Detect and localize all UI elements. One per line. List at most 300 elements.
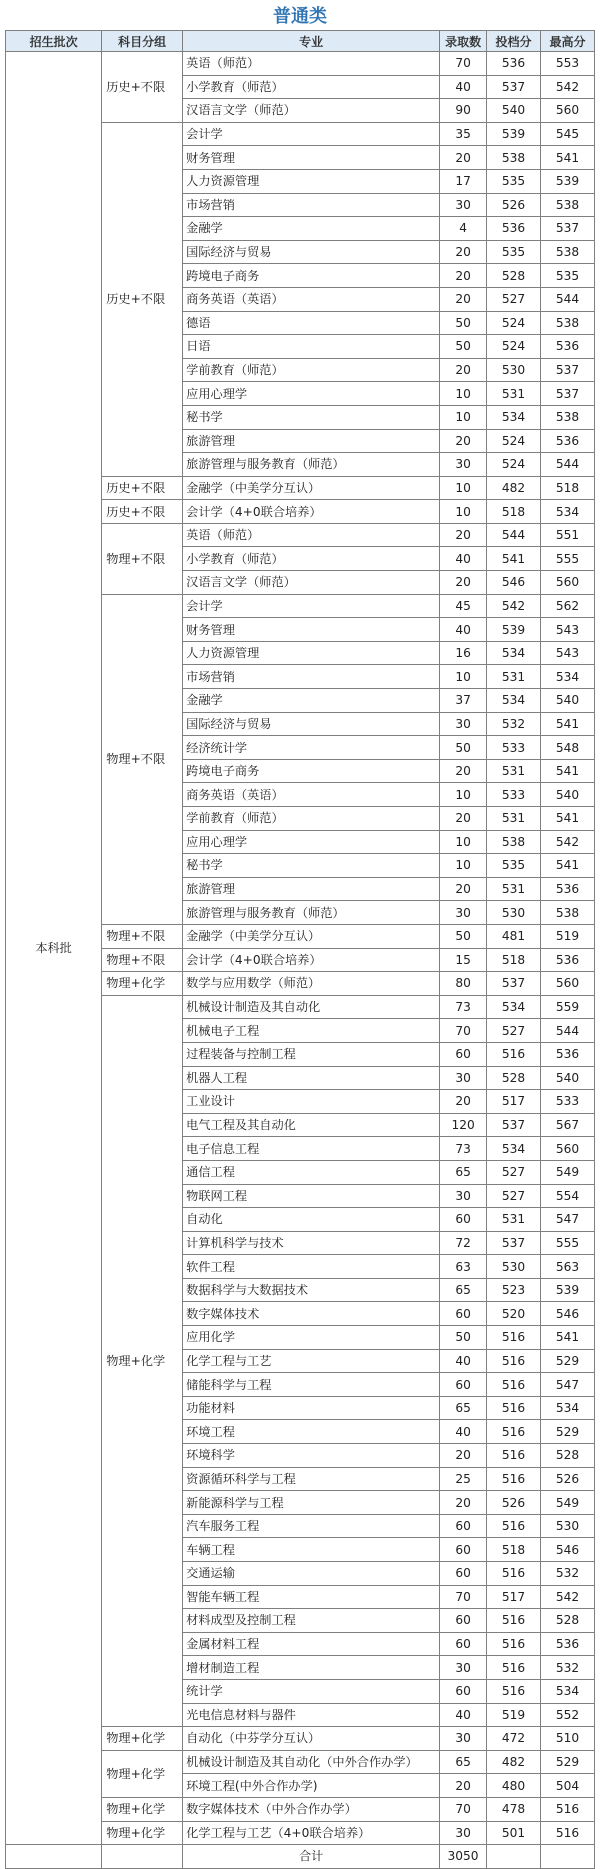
submit-score-cell: 524	[487, 429, 541, 453]
enroll-count-cell: 65	[440, 1396, 487, 1420]
max-score-cell: 542	[541, 75, 595, 99]
header-max: 最高分	[541, 31, 595, 52]
header-submit-min: 投档分	[487, 31, 541, 52]
enroll-count-cell: 30	[440, 1184, 487, 1208]
table-body	[6, 52, 595, 1869]
max-score-cell: 538	[541, 405, 595, 429]
max-score-cell: 539	[541, 169, 595, 193]
submit-score-cell: 518	[487, 1538, 541, 1562]
enroll-count-cell: 65	[440, 1278, 487, 1302]
major-cell: 资源循环科学与工程	[183, 1467, 440, 1491]
submit-score-cell: 501	[487, 1821, 541, 1845]
max-score-cell: 534	[541, 500, 595, 524]
subject-group-cell: 物理+化学	[102, 1727, 183, 1751]
enroll-count-cell: 10	[440, 405, 487, 429]
submit-score-cell: 516	[487, 1679, 541, 1703]
major-cell: 旅游管理	[183, 429, 440, 453]
submit-score-cell: 516	[487, 1444, 541, 1468]
max-score-cell: 533	[541, 1090, 595, 1114]
max-score-cell: 562	[541, 594, 595, 618]
max-score-cell: 541	[541, 759, 595, 783]
submit-score-cell: 516	[487, 1373, 541, 1397]
enroll-count-cell: 30	[440, 1727, 487, 1751]
enroll-count-cell: 25	[440, 1467, 487, 1491]
submit-score-cell: 482	[487, 1750, 541, 1774]
submit-score-cell: 516	[487, 1609, 541, 1633]
enroll-count-cell: 60	[440, 1632, 487, 1656]
enroll-count-cell: 70	[440, 1019, 487, 1043]
enroll-count-cell: 10	[440, 783, 487, 807]
submit-score-cell: 518	[487, 500, 541, 524]
max-score-cell: 559	[541, 995, 595, 1019]
enroll-count-cell: 40	[440, 75, 487, 99]
enroll-count-cell: 10	[440, 665, 487, 689]
major-cell: 秘书学	[183, 854, 440, 878]
submit-score-cell: 524	[487, 311, 541, 335]
submit-score-cell: 526	[487, 1491, 541, 1515]
major-cell: 英语（师范）	[183, 523, 440, 547]
enroll-count-cell: 10	[440, 854, 487, 878]
major-cell: 汽车服务工程	[183, 1514, 440, 1538]
header-group: 科目分组	[102, 31, 183, 52]
enroll-count-cell: 20	[440, 807, 487, 831]
major-cell: 软件工程	[183, 1255, 440, 1279]
enroll-count-cell: 30	[440, 901, 487, 925]
submit-score-cell: 516	[487, 1042, 541, 1066]
max-score-cell: 534	[541, 1396, 595, 1420]
enroll-count-cell: 20	[440, 1090, 487, 1114]
max-score-cell: 526	[541, 1467, 595, 1491]
submit-score-cell: 531	[487, 877, 541, 901]
major-cell: 新能源科学与工程	[183, 1491, 440, 1515]
max-score-cell: 536	[541, 1042, 595, 1066]
total-empty-cell	[541, 1845, 595, 1869]
enroll-count-cell: 30	[440, 1066, 487, 1090]
total-row	[6, 1845, 595, 1869]
enroll-count-cell: 70	[440, 1585, 487, 1609]
enroll-count-cell: 50	[440, 335, 487, 359]
total-empty-cell	[487, 1845, 541, 1869]
major-cell: 化学工程与工艺（4+0联合培养）	[183, 1821, 440, 1845]
enroll-count-cell: 40	[440, 1703, 487, 1727]
max-score-cell: 538	[541, 311, 595, 335]
submit-score-cell: 527	[487, 1160, 541, 1184]
major-cell: 德语	[183, 311, 440, 335]
submit-score-cell: 481	[487, 924, 541, 948]
major-cell: 材料成型及控制工程	[183, 1609, 440, 1633]
major-cell: 学前教育（师范）	[183, 358, 440, 382]
enroll-count-cell: 17	[440, 169, 487, 193]
submit-score-cell: 539	[487, 618, 541, 642]
major-cell: 应用心理学	[183, 830, 440, 854]
enroll-count-cell: 60	[440, 1042, 487, 1066]
enroll-count-cell: 15	[440, 948, 487, 972]
max-score-cell: 549	[541, 1160, 595, 1184]
max-score-cell: 549	[541, 1491, 595, 1515]
max-score-cell: 538	[541, 193, 595, 217]
major-cell: 英语（师范）	[183, 52, 440, 76]
max-score-cell: 555	[541, 547, 595, 571]
major-cell: 会计学	[183, 122, 440, 146]
batch-cell: 本科批	[6, 52, 102, 1845]
submit-score-cell: 537	[487, 75, 541, 99]
enroll-count-cell: 20	[440, 146, 487, 170]
max-score-cell: 538	[541, 240, 595, 264]
max-score-cell: 540	[541, 1066, 595, 1090]
enroll-count-cell: 60	[440, 1538, 487, 1562]
max-score-cell: 528	[541, 1609, 595, 1633]
enroll-count-cell: 20	[440, 1444, 487, 1468]
submit-score-cell: 531	[487, 665, 541, 689]
submit-score-cell: 531	[487, 1208, 541, 1232]
max-score-cell: 548	[541, 736, 595, 760]
major-cell: 人力资源管理	[183, 641, 440, 665]
enroll-count-cell: 16	[440, 641, 487, 665]
max-score-cell: 560	[541, 972, 595, 996]
major-cell: 市场营销	[183, 665, 440, 689]
major-cell: 储能科学与工程	[183, 1373, 440, 1397]
major-cell: 机器人工程	[183, 1066, 440, 1090]
submit-score-cell: 528	[487, 1066, 541, 1090]
enroll-count-cell: 60	[440, 1302, 487, 1326]
major-cell: 会计学（4+0联合培养）	[183, 500, 440, 524]
major-cell: 通信工程	[183, 1160, 440, 1184]
submit-score-cell: 537	[487, 1113, 541, 1137]
major-cell: 数字媒体技术（中外合作办学）	[183, 1797, 440, 1821]
page-title: 普通类	[273, 6, 327, 27]
subject-group-cell: 物理+化学	[102, 1797, 183, 1821]
enroll-count-cell: 40	[440, 547, 487, 571]
max-score-cell: 536	[541, 335, 595, 359]
total-empty-cell	[6, 1845, 102, 1869]
max-score-cell: 516	[541, 1797, 595, 1821]
submit-score-cell: 530	[487, 358, 541, 382]
max-score-cell: 541	[541, 712, 595, 736]
submit-score-cell: 516	[487, 1467, 541, 1491]
major-cell: 自动化	[183, 1208, 440, 1232]
enroll-count-cell: 20	[440, 759, 487, 783]
major-cell: 金融学（中美学分互认）	[183, 924, 440, 948]
enroll-count-cell: 10	[440, 476, 487, 500]
major-cell: 财务管理	[183, 146, 440, 170]
subject-group-cell: 历史+不限	[102, 52, 183, 123]
subject-group-cell: 物理+化学	[102, 1750, 183, 1797]
submit-score-cell: 534	[487, 689, 541, 713]
submit-score-cell: 528	[487, 264, 541, 288]
major-cell: 会计学	[183, 594, 440, 618]
enroll-count-cell: 30	[440, 1656, 487, 1680]
enroll-count-cell: 10	[440, 500, 487, 524]
enroll-count-cell: 65	[440, 1750, 487, 1774]
enroll-count-cell: 20	[440, 571, 487, 595]
total-value: 3050	[440, 1845, 487, 1869]
major-cell: 统计学	[183, 1679, 440, 1703]
submit-score-cell: 531	[487, 807, 541, 831]
major-cell: 数字媒体技术	[183, 1302, 440, 1326]
enroll-count-cell: 10	[440, 830, 487, 854]
major-cell: 光电信息材料与器件	[183, 1703, 440, 1727]
max-score-cell: 541	[541, 807, 595, 831]
enroll-count-cell: 20	[440, 358, 487, 382]
subject-group-cell: 物理+不限	[102, 523, 183, 594]
major-cell: 应用心理学	[183, 382, 440, 406]
submit-score-cell: 526	[487, 193, 541, 217]
major-cell: 应用化学	[183, 1326, 440, 1350]
major-cell: 电气工程及其自动化	[183, 1113, 440, 1137]
submit-score-cell: 527	[487, 1019, 541, 1043]
enroll-count-cell: 30	[440, 193, 487, 217]
total-label: 合计	[183, 1845, 440, 1869]
enroll-count-cell: 60	[440, 1562, 487, 1586]
submit-score-cell: 538	[487, 830, 541, 854]
table-row	[6, 52, 595, 76]
max-score-cell: 567	[541, 1113, 595, 1137]
major-cell: 日语	[183, 335, 440, 359]
submit-score-cell: 535	[487, 169, 541, 193]
max-score-cell: 541	[541, 1326, 595, 1350]
major-cell: 增材制造工程	[183, 1656, 440, 1680]
major-cell: 物联网工程	[183, 1184, 440, 1208]
major-cell: 商务英语（英语）	[183, 287, 440, 311]
submit-score-cell: 482	[487, 476, 541, 500]
major-cell: 旅游管理	[183, 877, 440, 901]
major-cell: 商务英语（英语）	[183, 783, 440, 807]
subject-group-cell: 历史+不限	[102, 476, 183, 500]
enroll-count-cell: 30	[440, 712, 487, 736]
max-score-cell: 534	[541, 665, 595, 689]
subject-group-cell: 历史+不限	[102, 122, 183, 476]
submit-score-cell: 541	[487, 547, 541, 571]
enroll-count-cell: 35	[440, 122, 487, 146]
max-score-cell: 537	[541, 217, 595, 241]
major-cell: 环境科学	[183, 1444, 440, 1468]
major-cell: 旅游管理与服务教育（师范）	[183, 453, 440, 477]
max-score-cell: 560	[541, 571, 595, 595]
max-score-cell: 543	[541, 641, 595, 665]
major-cell: 人力资源管理	[183, 169, 440, 193]
submit-score-cell: 517	[487, 1585, 541, 1609]
enroll-count-cell: 20	[440, 1774, 487, 1798]
max-score-cell: 536	[541, 1632, 595, 1656]
enroll-count-cell: 30	[440, 453, 487, 477]
submit-score-cell: 524	[487, 335, 541, 359]
submit-score-cell: 537	[487, 1231, 541, 1255]
enroll-count-cell: 50	[440, 1326, 487, 1350]
submit-score-cell: 519	[487, 1703, 541, 1727]
submit-score-cell: 516	[487, 1420, 541, 1444]
submit-score-cell: 540	[487, 99, 541, 123]
enroll-count-cell: 20	[440, 1491, 487, 1515]
header-major: 专业	[183, 31, 440, 52]
major-cell: 跨境电子商务	[183, 759, 440, 783]
enroll-count-cell: 80	[440, 972, 487, 996]
major-cell: 国际经济与贸易	[183, 712, 440, 736]
max-score-cell: 542	[541, 830, 595, 854]
enroll-count-cell: 60	[440, 1609, 487, 1633]
submit-score-cell: 530	[487, 901, 541, 925]
max-score-cell: 552	[541, 1703, 595, 1727]
submit-score-cell: 532	[487, 712, 541, 736]
total-empty-cell	[102, 1845, 183, 1869]
submit-score-cell: 536	[487, 52, 541, 76]
enroll-count-cell: 73	[440, 995, 487, 1019]
enroll-count-cell: 90	[440, 99, 487, 123]
major-cell: 金属材料工程	[183, 1632, 440, 1656]
submit-score-cell: 518	[487, 948, 541, 972]
major-cell: 化学工程与工艺	[183, 1349, 440, 1373]
major-cell: 电子信息工程	[183, 1137, 440, 1161]
submit-score-cell: 478	[487, 1797, 541, 1821]
submit-score-cell: 534	[487, 405, 541, 429]
major-cell: 小学教育（师范）	[183, 75, 440, 99]
enroll-count-cell: 60	[440, 1208, 487, 1232]
max-score-cell: 538	[541, 901, 595, 925]
enroll-count-cell: 45	[440, 594, 487, 618]
enroll-count-cell: 50	[440, 311, 487, 335]
max-score-cell: 542	[541, 1585, 595, 1609]
max-score-cell: 528	[541, 1444, 595, 1468]
enroll-count-cell: 72	[440, 1231, 487, 1255]
max-score-cell: 546	[541, 1538, 595, 1562]
enroll-count-cell: 20	[440, 877, 487, 901]
max-score-cell: 551	[541, 523, 595, 547]
max-score-cell: 547	[541, 1208, 595, 1232]
subject-group-cell: 历史+不限	[102, 500, 183, 524]
major-cell: 机械设计制造及其自动化（中外合作办学）	[183, 1750, 440, 1774]
max-score-cell: 534	[541, 1679, 595, 1703]
major-cell: 数学与应用数学（师范）	[183, 972, 440, 996]
max-score-cell: 554	[541, 1184, 595, 1208]
major-cell: 跨境电子商务	[183, 264, 440, 288]
submit-score-cell: 530	[487, 1255, 541, 1279]
enroll-count-cell: 4	[440, 217, 487, 241]
major-cell: 汉语言文学（师范）	[183, 571, 440, 595]
admission-table	[5, 30, 595, 1869]
subject-group-cell: 物理+化学	[102, 972, 183, 996]
max-score-cell: 541	[541, 854, 595, 878]
major-cell: 金融学	[183, 217, 440, 241]
enroll-count-cell: 65	[440, 1160, 487, 1184]
submit-score-cell: 472	[487, 1727, 541, 1751]
major-cell: 数据科学与大数据技术	[183, 1278, 440, 1302]
max-score-cell: 510	[541, 1727, 595, 1751]
enroll-count-cell: 60	[440, 1373, 487, 1397]
submit-score-cell: 516	[487, 1349, 541, 1373]
enroll-count-cell: 20	[440, 287, 487, 311]
submit-score-cell: 524	[487, 453, 541, 477]
submit-score-cell: 527	[487, 287, 541, 311]
max-score-cell: 544	[541, 287, 595, 311]
max-score-cell: 537	[541, 382, 595, 406]
submit-score-cell: 516	[487, 1514, 541, 1538]
enroll-count-cell: 73	[440, 1137, 487, 1161]
major-cell: 旅游管理与服务教育（师范）	[183, 901, 440, 925]
max-score-cell: 529	[541, 1750, 595, 1774]
submit-score-cell: 520	[487, 1302, 541, 1326]
enroll-count-cell: 63	[440, 1255, 487, 1279]
major-cell: 车辆工程	[183, 1538, 440, 1562]
submit-score-cell: 535	[487, 854, 541, 878]
subject-group-cell: 物理+化学	[102, 1821, 183, 1845]
enroll-count-cell: 120	[440, 1113, 487, 1137]
submit-score-cell: 516	[487, 1656, 541, 1680]
major-cell: 机械设计制造及其自动化	[183, 995, 440, 1019]
max-score-cell: 544	[541, 1019, 595, 1043]
submit-score-cell: 535	[487, 240, 541, 264]
enroll-count-cell: 30	[440, 1821, 487, 1845]
max-score-cell: 560	[541, 99, 595, 123]
enroll-count-cell: 40	[440, 1349, 487, 1373]
submit-score-cell: 542	[487, 594, 541, 618]
enroll-count-cell: 40	[440, 1420, 487, 1444]
enroll-count-cell: 20	[440, 240, 487, 264]
max-score-cell: 536	[541, 429, 595, 453]
enroll-count-cell: 70	[440, 1797, 487, 1821]
major-cell: 交通运输	[183, 1562, 440, 1586]
max-score-cell: 544	[541, 453, 595, 477]
major-cell: 过程装备与控制工程	[183, 1042, 440, 1066]
table-header	[6, 31, 595, 52]
max-score-cell: 504	[541, 1774, 595, 1798]
enroll-count-cell: 37	[440, 689, 487, 713]
submit-score-cell: 516	[487, 1632, 541, 1656]
major-cell: 智能车辆工程	[183, 1585, 440, 1609]
submit-score-cell: 516	[487, 1562, 541, 1586]
submit-score-cell: 517	[487, 1090, 541, 1114]
submit-score-cell: 539	[487, 122, 541, 146]
submit-score-cell: 533	[487, 783, 541, 807]
submit-score-cell: 534	[487, 641, 541, 665]
submit-score-cell: 533	[487, 736, 541, 760]
enroll-count-cell: 50	[440, 736, 487, 760]
major-cell: 会计学（4+0联合培养）	[183, 948, 440, 972]
major-cell: 小学教育（师范）	[183, 547, 440, 571]
major-cell: 金融学	[183, 689, 440, 713]
max-score-cell: 519	[541, 924, 595, 948]
enroll-count-cell: 40	[440, 618, 487, 642]
submit-score-cell: 534	[487, 1137, 541, 1161]
submit-score-cell: 546	[487, 571, 541, 595]
enroll-count-cell: 10	[440, 382, 487, 406]
max-score-cell: 545	[541, 122, 595, 146]
header-batch: 招生批次	[6, 31, 102, 52]
major-cell: 汉语言文学（师范）	[183, 99, 440, 123]
max-score-cell: 536	[541, 877, 595, 901]
max-score-cell: 546	[541, 1302, 595, 1326]
subject-group-cell: 物理+不限	[102, 594, 183, 924]
enroll-count-cell: 20	[440, 523, 487, 547]
major-cell: 秘书学	[183, 405, 440, 429]
enroll-count-cell: 60	[440, 1679, 487, 1703]
major-cell: 国际经济与贸易	[183, 240, 440, 264]
major-cell: 机械电子工程	[183, 1019, 440, 1043]
major-cell: 工业设计	[183, 1090, 440, 1114]
major-cell: 功能材料	[183, 1396, 440, 1420]
major-cell: 自动化（中芬学分互认）	[183, 1727, 440, 1751]
max-score-cell: 530	[541, 1514, 595, 1538]
max-score-cell: 539	[541, 1278, 595, 1302]
major-cell: 学前教育（师范）	[183, 807, 440, 831]
major-cell: 市场营销	[183, 193, 440, 217]
subject-group-cell: 物理+不限	[102, 948, 183, 972]
max-score-cell: 529	[541, 1349, 595, 1373]
max-score-cell: 529	[541, 1420, 595, 1444]
submit-score-cell: 531	[487, 382, 541, 406]
submit-score-cell: 480	[487, 1774, 541, 1798]
max-score-cell: 516	[541, 1821, 595, 1845]
max-score-cell: 536	[541, 948, 595, 972]
submit-score-cell: 523	[487, 1278, 541, 1302]
